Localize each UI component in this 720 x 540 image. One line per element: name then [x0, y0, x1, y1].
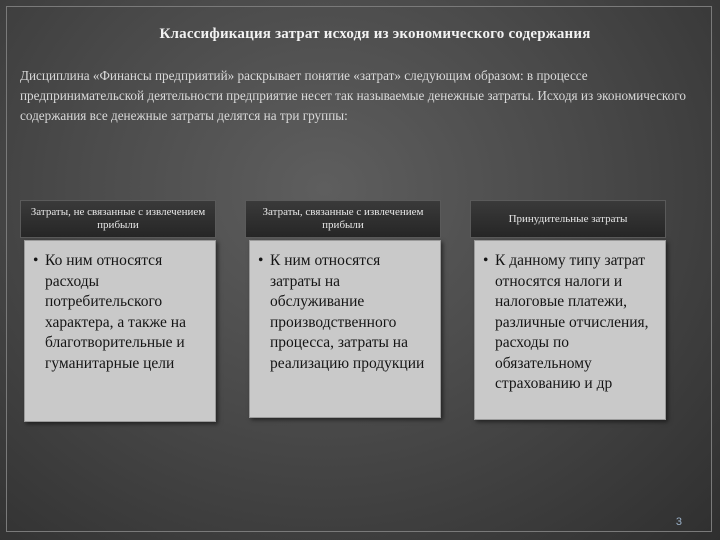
category-text-1: Ко ним относятся расходы потребительского характера, а также на благотворительные и гуманитарные цели [45, 252, 186, 372]
category-column-3 [470, 200, 666, 420]
category-column-1 [20, 200, 216, 422]
category-header-3-text: Принудительные затраты [508, 212, 628, 225]
category-column-2 [245, 200, 441, 418]
bullet-1: • [33, 252, 39, 269]
category-header-1 [20, 200, 216, 238]
category-text-3: К данному типу затрат относятся налоги и налоговые платежи, различные отчисления, расходы по обязательному страхованию и др [495, 252, 649, 392]
category-header-3 [470, 200, 666, 238]
category-header-2 [245, 200, 441, 238]
category-header-1-text: Затраты, не связанные с извлечением прибыли [30, 206, 206, 231]
category-body-3 [474, 240, 666, 420]
bullet-2: • [258, 252, 264, 269]
intro-paragraph: Дисциплина «Финансы предприятий» раскрывает понятие «затрат» следующим образом: в процессе предпринимательской деятельности предприятие несет так называемые денежные затраты. Исходя из экономического содержания все денежные затраты делятся на три группы: [20, 68, 686, 123]
slide-title: Классификация затрат исходя из экономического содержания [159, 26, 591, 42]
bullet-3: • [483, 252, 489, 269]
category-text-2: К ним относятся затраты на обслуживание производственного процесса, затраты на реализацию продукции [270, 252, 425, 372]
page-number: 3 [675, 516, 682, 528]
category-body-1 [24, 240, 216, 422]
category-header-2-text: Затраты, связанные с извлечением прибыли [262, 206, 424, 231]
category-body-2 [249, 240, 441, 418]
